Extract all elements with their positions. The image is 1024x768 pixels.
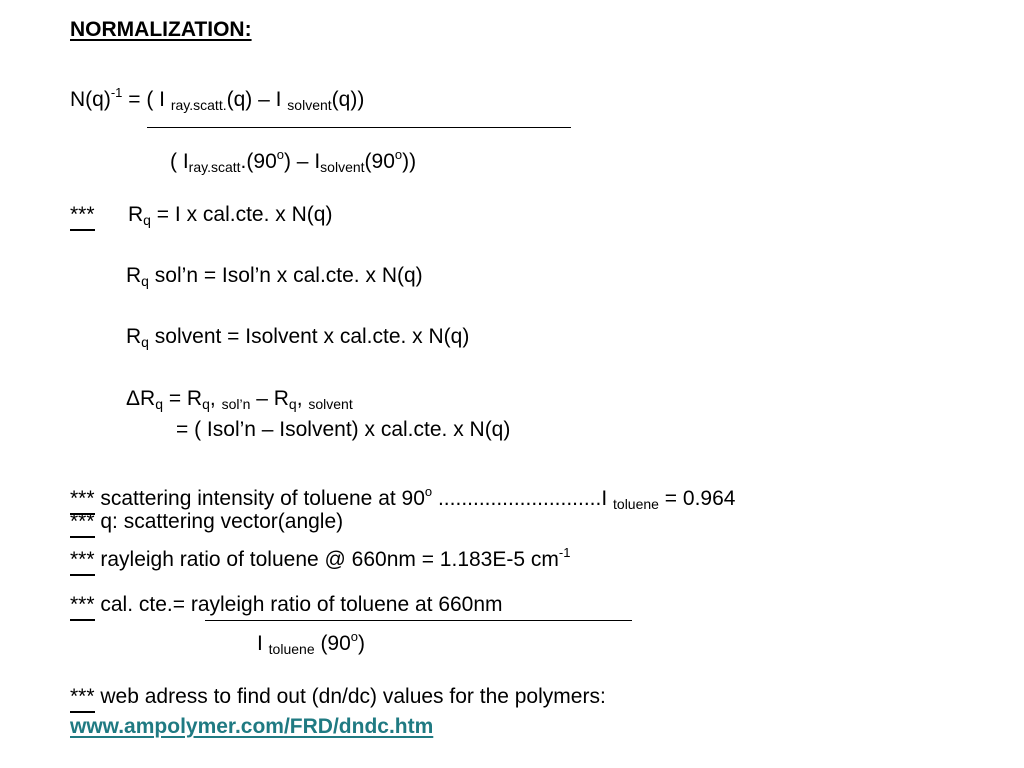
bullet-stars: *** [70,548,95,571]
toluene-subscript: toluene [613,496,659,512]
rq-soln-rhs: sol’n = Isol’n x cal.cte. x N(q) [148,264,423,287]
soln-subscript: sol’n [221,396,251,412]
calcte-denominator [257,624,365,662]
degree-sign: o [350,629,359,644]
link-line [70,714,433,740]
numerator-solvent-subscript: solvent [287,97,332,113]
page-title: NORMALIZATION: [70,18,252,41]
calcte-lhs: cal. cte.= [94,593,191,616]
denominator-angle-2: (90 [364,150,395,173]
denominator-open: ( I [170,150,189,173]
note-web-address [70,684,606,710]
delta-rq-equation [126,386,353,417]
calcte-numerator: rayleigh ratio of toluene at 660nm [190,593,503,616]
note-text: rayleigh ratio of toluene @ 660nm = 1.183E-5 cm [94,548,559,571]
bullet-stars: *** [70,510,95,533]
delta-rq-expanded: = ( Isol’n – Isolvent) x cal.cte. x N(q) [176,418,511,441]
q-subscript: q [141,273,149,289]
delta-r-symbol: ΔR [126,387,156,410]
rq-solvent-equation [126,324,469,355]
comma: , [209,387,222,410]
comma: , [296,387,309,410]
q-subscript: q [141,334,149,350]
denominator-close: )) [402,150,417,173]
r-symbol: R [126,264,142,287]
exponent: -1 [558,545,571,560]
q-subscript: q [143,212,151,228]
nq-exponent: -1 [110,85,123,100]
note-rayleigh-ratio [70,540,570,573]
rq-soln-equation [126,263,423,294]
note-text: q: scattering vector(angle) [94,510,344,533]
rq-equation [70,202,95,228]
r-symbol: R [128,203,144,226]
bullet-stars: *** [70,593,95,616]
degree-sign: o [394,147,403,162]
equals-r: = R [163,387,203,410]
numerator-middle: (q) – I [226,88,288,111]
degree-sign: o [424,484,433,499]
numerator-open: = ( I [122,88,171,111]
note-text: web adress to find out (dn/dc) values for the polymers: [94,685,606,708]
normalization-denominator [170,142,416,180]
toluene-value: = 0.964 [658,487,736,510]
angle-open: (90 [314,632,351,655]
minus-r: – R [250,387,289,410]
denominator-angle-1: (90 [246,150,277,173]
bullet-stars: *** [70,685,95,708]
note-scattering-vector [70,509,343,535]
numerator-close: (q)) [331,88,365,111]
rq-solvent-rhs: solvent = Isolvent x cal.cte. x N(q) [148,325,470,348]
denominator-minus: ) – I [283,150,321,173]
solvent-subscript: solvent [308,396,353,412]
intensity-symbol: I [257,632,269,655]
ampolymer-link[interactable]: www.ampolymer.com/FRD/dndc.htm [70,715,434,738]
q-subscript: q [155,396,163,412]
r-symbol: R [126,325,142,348]
q-subscript: q [202,396,210,412]
denominator-ray-subscript: ray.scatt [188,159,241,175]
rq-equation-body [128,202,332,233]
degree-sign: o [276,147,284,162]
denominator-dot: . [240,150,247,173]
normalization-numerator [70,80,364,118]
calcte-equation [70,592,503,618]
calcte-fraction-bar [205,620,632,621]
angle-close: ) [358,632,366,655]
bullet-stars: *** [70,487,95,510]
bullet-stars: *** [70,203,95,226]
q-subscript: q [288,396,297,412]
denominator-solvent-subscript: solvent [320,159,365,175]
nq-symbol: N(q) [70,88,111,111]
rq-rhs: = I x cal.cte. x N(q) [150,203,333,226]
numerator-ray-subscript: ray.scatt. [170,97,227,113]
fraction-bar [147,127,571,128]
dot-leader: ............................I [432,487,614,510]
note-text: scattering intensity of toluene at 90 [94,487,425,510]
toluene-subscript: toluene [268,641,315,657]
